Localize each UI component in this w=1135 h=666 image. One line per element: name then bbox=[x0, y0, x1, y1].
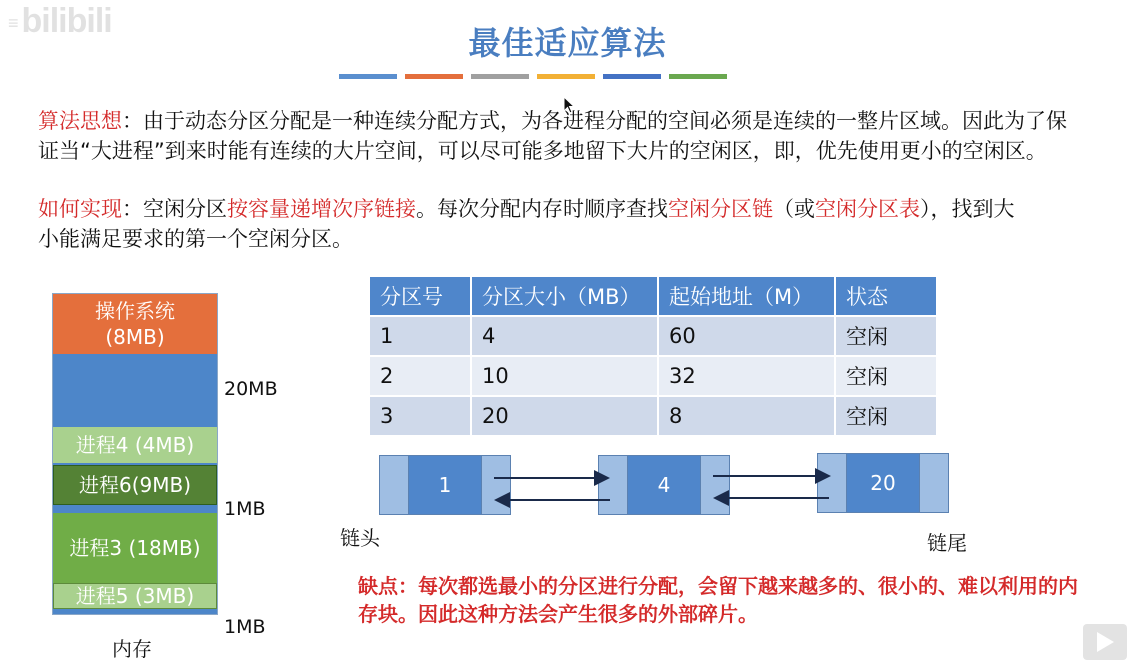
impl-highlight: 按容量递增次序链接 bbox=[227, 197, 416, 221]
memory-block-label: 进程3 (18MB) bbox=[69, 536, 201, 560]
memory-size-label: 20MB bbox=[224, 378, 278, 400]
memory-block-label: 进程4 (4MB) bbox=[75, 433, 195, 457]
drawback-text: 缺点：每次都选最小的分区进行分配，会留下越来越多的、很小的、难以利用的内存块。因此这种方法会产生很多的外部碎片。 bbox=[358, 574, 1078, 626]
table-header: 分区大小（MB） bbox=[471, 277, 658, 316]
table-header: 状态 bbox=[835, 277, 937, 316]
memory-block-label: 进程6(9MB) bbox=[78, 473, 192, 497]
memory-size-label: 1MB bbox=[224, 616, 266, 638]
table-cell: 空闲 bbox=[835, 316, 937, 356]
table-cell: 空闲 bbox=[835, 396, 937, 435]
list-head-label: 链头 bbox=[340, 526, 380, 550]
list-tail-label: 链尾 bbox=[927, 531, 967, 555]
impl-text: ：空闲分区 bbox=[122, 197, 227, 221]
table-cell: 20 bbox=[471, 396, 658, 435]
impl-text: （或 bbox=[773, 197, 815, 221]
table-cell: 32 bbox=[658, 356, 835, 396]
impl-highlight: 空闲分区链 bbox=[668, 197, 773, 221]
table-cell: 8 bbox=[658, 396, 835, 435]
table-cell: 1 bbox=[370, 316, 471, 356]
play-icon bbox=[1095, 631, 1115, 653]
table-cell: 3 bbox=[370, 396, 471, 435]
table-header: 分区号 bbox=[370, 277, 471, 316]
idea-text: ：由于动态分区分配是一种连续分配方式，为各进程分配的空间必须是连续的一整片区域。因此为了保证当“大进程”到来时能有连续的大片空间，可以尽可能多地留下大片的空闲区，即，优先使用更小的空闲区。 bbox=[38, 109, 1067, 163]
node-value: 20 bbox=[847, 453, 919, 513]
impl-text: ），找到大小能满足要求的第一个空闲分区。 bbox=[38, 197, 1015, 251]
memory-caption: 内存 bbox=[112, 637, 152, 661]
slide-title: 最佳适应算法 bbox=[468, 24, 667, 62]
watermark-logo: ≡ bilibili bbox=[8, 2, 112, 40]
table-cell: 60 bbox=[658, 316, 835, 356]
table-cell: 空闲 bbox=[835, 356, 937, 396]
play-button[interactable] bbox=[1083, 624, 1127, 660]
impl-text: 。每次分配内存时顺序查找 bbox=[416, 197, 668, 221]
table-cell: 2 bbox=[370, 356, 471, 396]
impl-highlight: 空闲分区表 bbox=[815, 197, 920, 221]
node-value: 4 bbox=[628, 455, 700, 515]
memory-block-label: 进程5 (3MB) bbox=[75, 584, 195, 608]
impl-label: 如何实现 bbox=[38, 197, 122, 221]
table-cell: 4 bbox=[471, 316, 658, 356]
table-cell: 10 bbox=[471, 356, 658, 396]
memory-block-label: 操作系统 bbox=[95, 299, 175, 323]
node-value: 1 bbox=[409, 455, 481, 515]
memory-block-size: (8MB) bbox=[105, 325, 165, 349]
idea-label: 算法思想 bbox=[38, 109, 122, 133]
table-header: 起始地址（M） bbox=[658, 277, 835, 316]
memory-size-label: 1MB bbox=[224, 498, 266, 520]
